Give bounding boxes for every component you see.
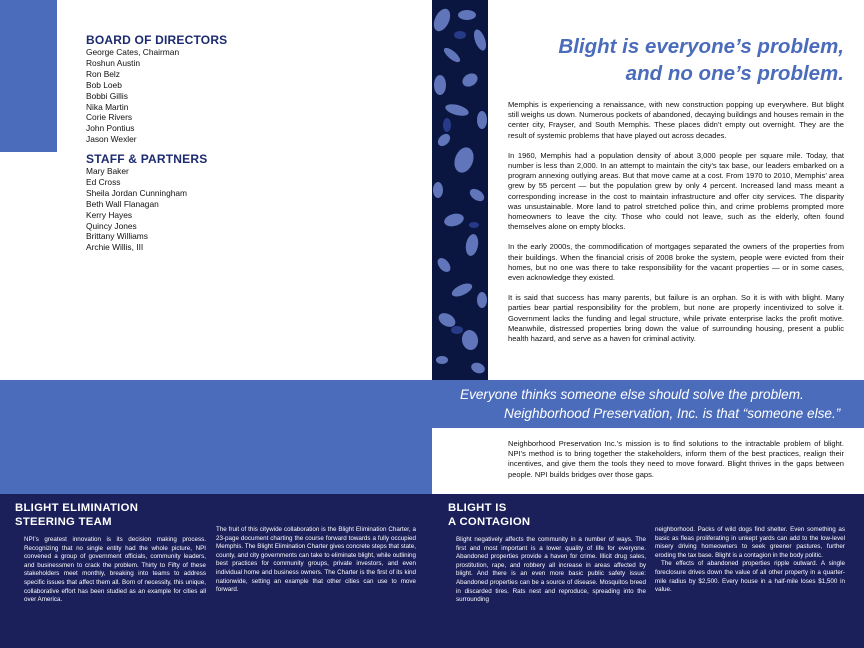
- staff-member: Archie Willis, III: [86, 242, 144, 253]
- steering-text-1: NPI’s greatest innovation is its decision making process. Recognizing that no single entity had the whole picture, NPI convened a group of government officials, community leaders, and businessmen to crack the problem. Thirty to Fifty of these stakeholders meet monthly, breaking into teams to address specific issues that affect them all. Born of necessity, this unique, collaborative effort has been studied as an example for cities all over America.: [24, 536, 206, 604]
- staff-heading: STAFF & PARTNERS: [86, 152, 208, 166]
- contagion-text-3: The effects of abandoned properties ripple outward. A single foreclosure drives down the value of all other property in a quarter-mile radius by $2,500. Every house in a half-mile loses $1,500 in value.: [655, 560, 845, 594]
- staff-member: Sheila Jordan Cunningham: [86, 187, 188, 198]
- steering-heading-line-1: BLIGHT ELIMINATION: [15, 502, 139, 514]
- steering-heading: [15, 502, 215, 529]
- staff-member: Kerry Hayes: [86, 209, 133, 220]
- steering-column-2: [216, 526, 416, 595]
- steering-text-2: The fruit of this citywide collaboration is the Blight Elimination Charter, a 23-page document charting the course forward towards a fully occupied Memphis. The Blight Elimination Charter gives concrete steps that state, county, and city governments can take to eliminate blight, while outlining best practices for community groups, private investors, and even individual home and business owners. The Charter is the first of its kind nationwide, setting an example that other cities can use to move forward.: [216, 526, 416, 594]
- headline: [490, 33, 844, 87]
- board-member: Jason Wexler: [86, 134, 137, 145]
- board-member: Bob Loeb: [86, 79, 122, 90]
- contagion-heading-line-1: BLIGHT IS: [448, 502, 507, 514]
- mission-text: Neighborhood Preservation Inc.’s mission is to find solutions to the intractable problem of blight. NPI’s method is to bring together the stakeholders, inform them of the best practices, realign their incentives, and give them the tools they need to move forward. Blight thrives in the gaps between people. NPI builds bridges over those gaps.: [508, 439, 844, 479]
- board-member: Ron Belz: [86, 68, 120, 79]
- staff-member: Ed Cross: [86, 176, 121, 187]
- board-member: George Cates, Chairman: [86, 47, 180, 57]
- steering-heading-line-2: STEERING TEAM: [15, 515, 112, 528]
- foliage-image: [432, 0, 488, 380]
- staff-member: Brittany Williams: [86, 231, 148, 242]
- steering-column-1: [24, 536, 206, 605]
- contagion-heading: [448, 502, 648, 529]
- contagion-text-2: neighborhood. Packs of wild dogs find shelter. Even something as basic as fleas proliferating in unkept yards can add to the low-level misery driving homeowners to seek greener pastures, further eroding the tax base. Blight is a contagion in the body politic.: [655, 526, 845, 559]
- board-heading: BOARD OF DIRECTORS: [86, 33, 228, 47]
- contagion-text-1: Blight negatively affects the community in a number of ways. The first and most important is a lower quality of life for everyone. Abandoned properties provide a haven for crime. Illicit drug sales, prostitution, rape, and robbery all increase in areas affected by blight. And there is an even more basic public safety issue: Abandoned properties can be a source of disease. Mosquitos breed in discarded tires. Rats nest and reproduce, spreading into the surrounding: [456, 536, 646, 604]
- night-foliage-photo: [432, 0, 488, 380]
- pull-quote-line-2: Neighborhood Preservation, Inc. is that “someone else.”: [504, 406, 841, 421]
- board-member: Roshun Austin: [86, 57, 141, 68]
- body-copy: [508, 100, 844, 354]
- contagion-heading-line-2: A CONTAGION: [448, 515, 531, 528]
- pull-quote: [460, 385, 860, 423]
- left-accent-bar: [0, 0, 57, 152]
- staff-section: [86, 152, 266, 253]
- pull-quote-line-1: Everyone thinks someone else should solve the problem.: [460, 387, 804, 402]
- board-member: Bobbi Gillis: [86, 90, 128, 101]
- board-section: [86, 33, 266, 145]
- headline-line-1: Blight is everyone’s problem,: [558, 35, 844, 58]
- board-member: Corie Rivers: [86, 112, 133, 123]
- body-paragraph: It is said that success has many parents, but failure is an orphan. So it is with with blight. Many parties bear partial responsibility for the problem, but none are properly incentivized to solve it. Government lacks the funding and legal structure, while private enterprise lacks the profit motive. Meanwhile, distressed properties bring down the value of surrounding housing, present a public health hazard, and serve as a haven for criminal activity.: [508, 293, 844, 344]
- body-paragraph: Memphis is experiencing a renaissance, with new construction popping up everywhere. But blight still weighs us down. Numerous pockets of abandoned, decaying buildings and houses remain in the center city, Frayser, and South Memphis. These places didn’t empty out overnight. They are the result of systemic problems that have played out across decades.: [508, 100, 844, 140]
- staff-member: Quincy Jones: [86, 220, 137, 231]
- left-blue-block: [0, 428, 432, 494]
- contagion-column-2: [655, 526, 845, 595]
- staff-member: Mary Baker: [86, 166, 129, 176]
- board-list: [86, 47, 266, 145]
- board-member: Nika Martin: [86, 101, 129, 112]
- staff-member: Beth Wall Flanagan: [86, 198, 159, 209]
- body-paragraph: In 1960, Memphis had a population density of about 3,000 people per square mile. Today, that number is less than 2,000. In an attempt to maintain the city’s tax base, our leaders embarked on a program annexing outlying areas. But that move came at a cost. From 1970 to 2010, Memphis’ area grew by 55 percent — but the population grew by only 4 percent. Increased land mass meant a corresponding increase in the cost to maintain infrastructure and offer city services. The disparity was unsustainable. More land to patrol stretched police thin, and crime problems prompted more homeowners to leave the city. Those who could not leave, such as the elderly, often found themselves alone on empty blocks.: [508, 150, 844, 232]
- board-member: John Pontius: [86, 123, 135, 134]
- body-paragraph: In the early 2000s, the commodification of mortgages separated the owners of the properties from their buildings. When the financial crisis of 2008 broke the system, people were evicted from their homes, but no one was there to take responsibility for the vacant properties — or in some cases, even acknowledge they existed.: [508, 242, 844, 283]
- staff-list: [86, 166, 266, 253]
- headline-line-2: and no one’s problem.: [625, 62, 844, 85]
- contagion-column-1: [456, 536, 646, 605]
